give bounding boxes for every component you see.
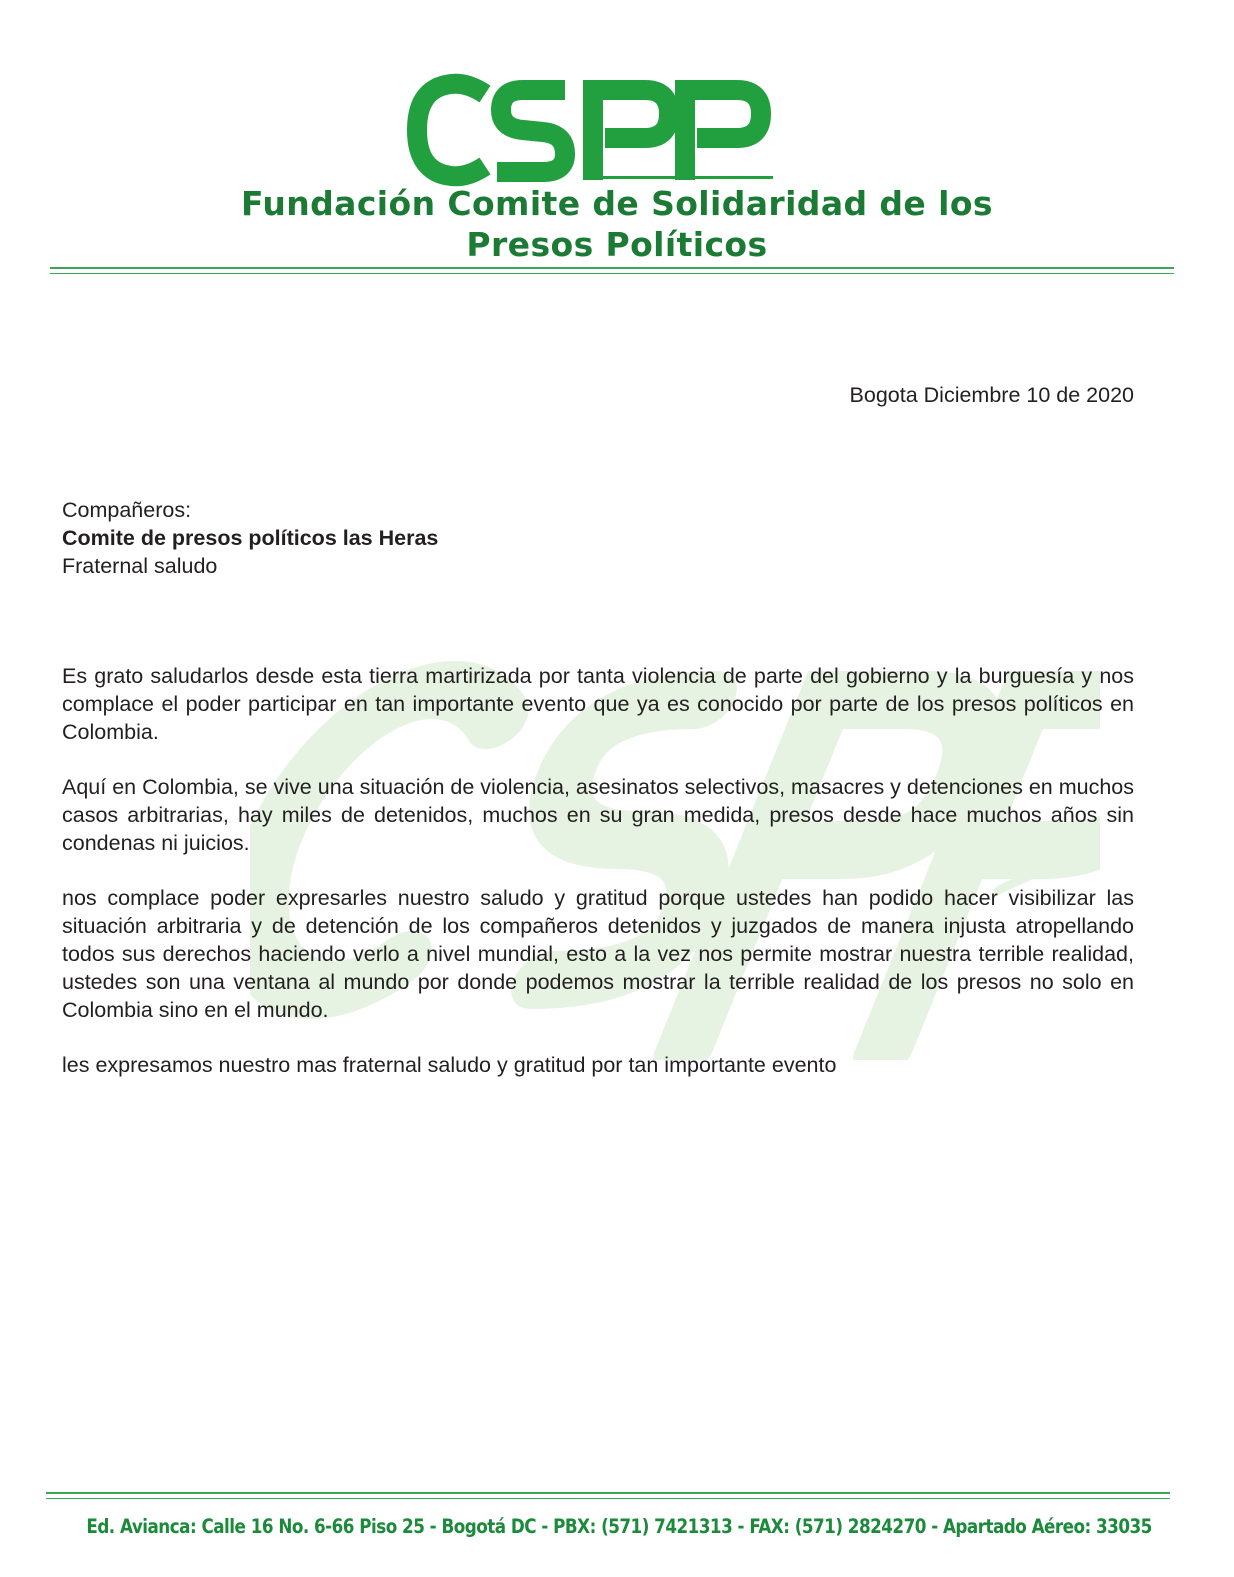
org-name-line1: Fundación Comite de Solidaridad de los xyxy=(241,184,993,223)
salutation: Compañeros: xyxy=(62,498,192,522)
footer-rule-top xyxy=(46,1492,1170,1494)
letter-date: Bogota Diciembre 10 de 2020 xyxy=(849,383,1134,407)
paragraph-4: les expresamos nuestro mas fraternal saludo y gratitud por tan importante evento xyxy=(62,1053,837,1077)
recipient: Comite de presos políticos las Heras xyxy=(62,526,439,550)
letter-body xyxy=(62,662,1134,1106)
addressee-block xyxy=(62,496,438,580)
header-rule-top xyxy=(50,267,1174,269)
paragraph-3: nos complace poder expresarles nuestro saludo y gratitud porque ustedes han podido hacer visibilizar las situación arbitraria y de detención de los compañeros detenidos y juzgados de manera injusta atropellando todos sus derechos haciendo verlo a nivel mundial, esto a la vez nos permite mostrar nuestra terrible realidad, ustedes son una ventana al mundo por donde podemos mostrar la terrible realidad de los presos no solo en Colombia sino en el mundo. xyxy=(62,886,1134,1022)
footer-rule-bottom xyxy=(46,1498,1170,1499)
greeting: Fraternal saludo xyxy=(62,554,218,578)
cspp-logo xyxy=(405,72,785,190)
org-name-line2: Presos Políticos xyxy=(466,225,768,264)
paragraph-1: Es grato saludarlos desde esta tierra martirizada por tanta violencia de parte del gobierno y la burguesía y nos complace el poder participar en tan importante evento que ya es conocido por parte de los presos políticos en Colombia. xyxy=(62,664,1134,744)
paragraph-2: Aquí en Colombia, se vive una situación de violencia, asesinatos selectivos, masacres y detenciones en muchos casos arbitrarias, hay miles de detenidos, muchos en su gran medida, presos desde hace muchos años sin condenas ni juicios. xyxy=(62,775,1134,855)
footer-address: Ed. Avianca: Calle 16 No. 6-66 Piso 25 - Bogotá DC - PBX: (571) 7421313 - FAX: (571) 2824270 - Apartado Aéreo: 33035 xyxy=(86,1515,1152,1538)
header-rule-bottom xyxy=(50,273,1174,274)
